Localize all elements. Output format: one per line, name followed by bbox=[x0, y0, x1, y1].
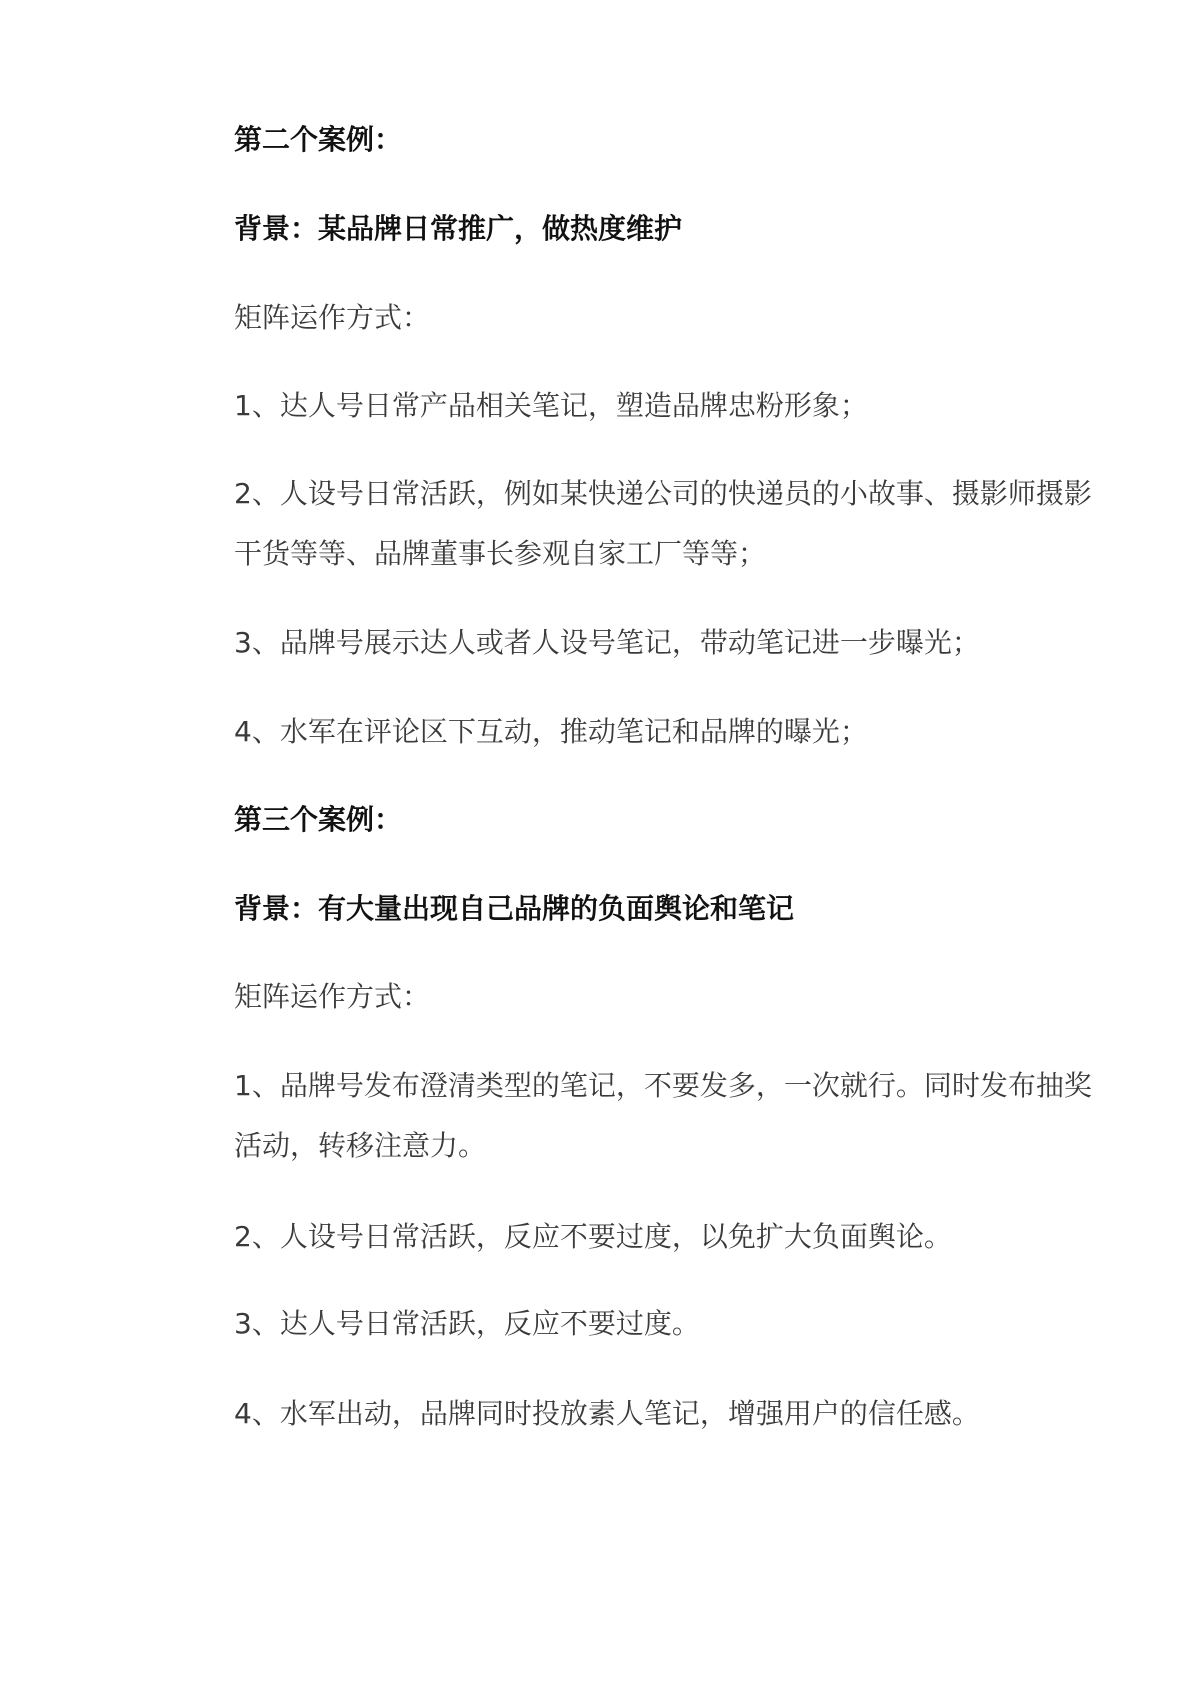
case2-item-2: 2、人设号日常活跃，例如某快递公司的快递员的小故事、摄影师摄影 bbox=[234, 477, 1092, 510]
case3-heading: 第三个案例： bbox=[234, 803, 403, 836]
case2-item-1: 1、达人号日常产品相关笔记，塑造品牌忠粉形象； bbox=[234, 389, 868, 422]
case3-background: 背景：有大量出现自己品牌的负面舆论和笔记 bbox=[234, 892, 795, 925]
case3-item-4: 4、水军出动，品牌同时投放素人笔记，增强用户的信任感。 bbox=[234, 1397, 980, 1430]
case3-item-1: 1、品牌号发布澄清类型的笔记，不要发多，一次就行。同时发布抽奖 bbox=[234, 1069, 1092, 1102]
case2-heading: 第二个案例： bbox=[234, 123, 403, 156]
case3-item-3: 3、达人号日常活跃，反应不要过度。 bbox=[234, 1307, 700, 1340]
case2-background: 背景：某品牌日常推广，做热度维护 bbox=[234, 212, 683, 245]
case3-item-1-cont: 活动，转移注意力。 bbox=[234, 1129, 487, 1162]
case2-method-label: 矩阵运作方式： bbox=[234, 301, 431, 334]
case3-item-2: 2、人设号日常活跃，反应不要过度，以免扩大负面舆论。 bbox=[234, 1220, 952, 1253]
case3-method-label: 矩阵运作方式： bbox=[234, 980, 431, 1013]
case2-item-4: 4、水军在评论区下互动，推动笔记和品牌的曝光； bbox=[234, 715, 868, 748]
case2-item-3: 3、品牌号展示达人或者人设号笔记，带动笔记进一步曝光； bbox=[234, 626, 980, 659]
case2-item-2-cont: 干货等等、品牌董事长参观自家工厂等等； bbox=[234, 537, 767, 570]
